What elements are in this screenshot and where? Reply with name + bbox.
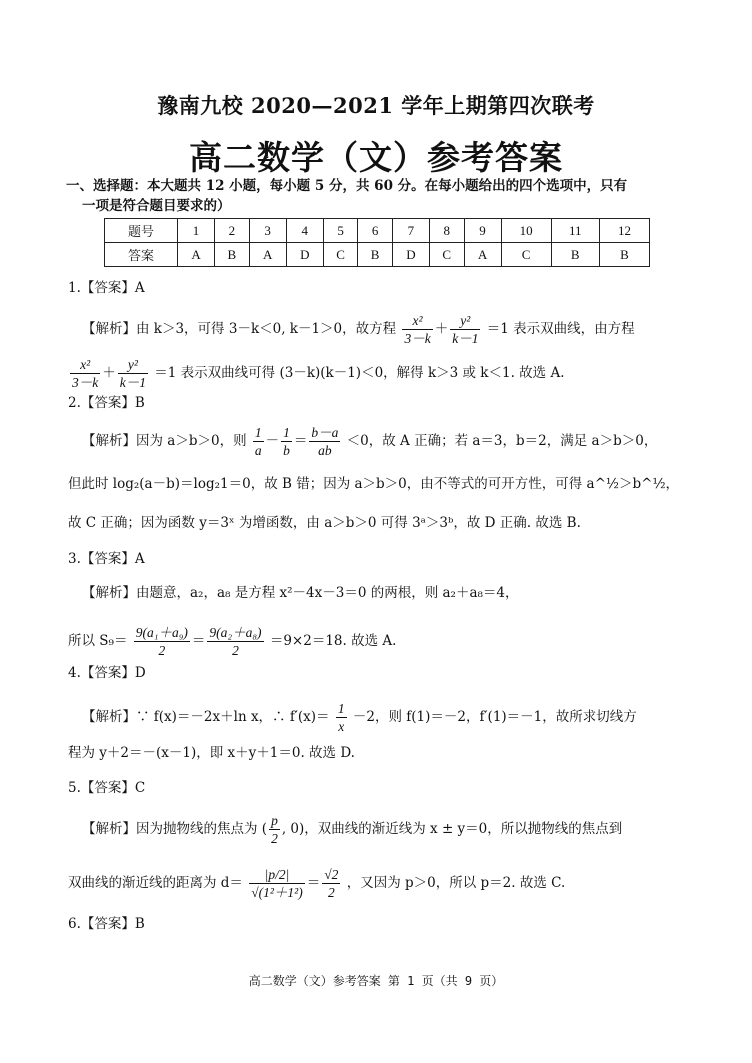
q5-fd-num: |p/2| — [249, 866, 305, 884]
q3-fraction-2 — [207, 624, 263, 659]
q5-text-d: ，又因为 p＞0，所以 p＝2. 故选 C. — [346, 875, 566, 891]
q5-text-c: 双曲线的渐近线的距离为 d＝ — [68, 875, 243, 891]
q4-f-den: x — [338, 719, 345, 734]
q1-answer: 1.【答案】A — [68, 280, 145, 296]
q3-text-b: ＝9×2＝18. 故选 A. — [269, 633, 397, 649]
page-footer: 高二数学（文）参考答案 第 1 页（共 9 页） — [248, 974, 504, 988]
number-row-label: 题号 — [105, 219, 178, 243]
q5-answer: 5.【答案】C — [68, 780, 146, 796]
q5-text-b: , 0)，双曲线的渐近线为 x ± y＝0，所以抛物线的焦点到 — [281, 821, 623, 837]
answer-cell: C — [323, 243, 358, 267]
answer-cell: A — [464, 243, 501, 267]
section-heading-line-1: 一、选择题：本大题共 12 小题，每小题 5 分，共 60 分。在每小题给出的四个选项中，只有 — [66, 178, 628, 194]
q2-fc-den: ab — [318, 443, 332, 458]
q3-solution-line-2: 所以 S₉＝ $\frac{\text{9(a₁＋a₉)}}{2}$ ＝ $\frac{\text{9(a₂＋a₈)}}{2}$ ＝9×2＝18. 故选 A. — [68, 625, 397, 658]
q2-solution-line-2: 但此时 log₂(a－b)＝log₂1＝0，故 B 错；因为 a＞b＞0，由不等式的可开方性，可得 a^½＞b^½， — [68, 476, 680, 492]
q3-fraction-1 — [134, 624, 190, 659]
q2-fc-num: b－a — [311, 425, 339, 440]
question-number-cell: 6 — [358, 219, 393, 243]
answer-cell: B — [599, 243, 649, 267]
q2-fb-den: b — [283, 443, 290, 458]
q6-answer: 6.【答案】B — [68, 916, 145, 932]
question-number-cell: 4 — [286, 219, 323, 243]
q5-text-a: 【解析】因为抛物线的焦点为 ( — [82, 821, 268, 837]
q1-fy2-num: y² — [118, 356, 148, 374]
q5-fs-num: √2 — [324, 867, 339, 882]
q4-text-b: －2，则 f(1)＝－2，f′(1)＝－1，故所求切线方 — [352, 709, 637, 725]
q2-answer: 2.【答案】B — [68, 395, 145, 411]
q1-fx-den: 3－k — [404, 331, 431, 346]
q3-answer: 3.【答案】A — [68, 551, 145, 567]
q1-fy2-den: k－1 — [119, 375, 146, 390]
q5-fd-den: √(1²＋1²) — [251, 885, 303, 900]
q5-solution-line-2: 双曲线的渐近线的距离为 d＝ $\frac{|p/2|}{\text{√(1²＋1²)}}$ ＝ $\frac{√2}{2}$ ，又因为 p＞0，所以 p＝2. 故选 C. — [68, 867, 566, 900]
q1-fy-den: k－1 — [452, 331, 479, 346]
question-number-cell: 1 — [178, 219, 215, 243]
answer-cell: C — [429, 243, 464, 267]
answer-cell: C — [501, 243, 551, 267]
exam-title: 豫南九校 2020—2021 学年上期第四次联考 — [157, 93, 595, 118]
q3-text-a: 所以 S₉＝ — [68, 633, 128, 649]
q2-text-a: 【解析】因为 a＞b＞0，则 — [82, 433, 247, 449]
answer-table-answer-row — [105, 243, 650, 267]
q5-fs-den: 2 — [327, 885, 335, 900]
section-heading-line-2: 一项是符合题目要求的） — [82, 198, 231, 214]
answer-cell: D — [286, 243, 323, 267]
q5-fp-den: 2 — [271, 831, 278, 846]
question-number-cell: 3 — [249, 219, 286, 243]
question-number-cell: 8 — [429, 219, 464, 243]
q1-fx2-den: 3－k — [72, 375, 99, 390]
q2-solution-line-1: 【解析】因为 a＞b＞0，则 $\frac{1}{a}$ － $\frac{1}{b}$ ＝ $\frac{b-a}{ab}$ ＜0，故 A 正确；若 a＝3，b＝2，满足 a＞b＞0， — [82, 425, 658, 458]
q1-text-c: ＝1 表示双曲线可得 (3－k)(k－1)＜0，解得 k＞3 或 k＜1. 故选 A. — [154, 365, 565, 381]
q2-solution-line-3: 故 C 正确；因为函数 y＝3ˣ 为增函数，由 a＞b＞0 可得 3ᵃ＞3ᵇ，故 D 正确. 故选 B. — [68, 515, 581, 531]
question-number-cell: 7 — [392, 219, 429, 243]
q1-solution-line-2: $\frac{\text{x²}}{3-k}$ ＋ $\frac{\text{y²}}{k-1}$ ＝1 表示双曲线可得 (3－k)(k－1)＜0，解得 k＞3 或 k＜1. 故选 A. — [72, 357, 565, 390]
q3-f1-den: 2 — [158, 643, 166, 658]
q4-fraction — [336, 700, 347, 735]
q2-fraction-1b — [281, 424, 292, 459]
q5-fp-num: p — [271, 813, 278, 828]
q1-text-a: 【解析】由 k＞3，可得 3－k＜0, k－1＞0，故方程 — [82, 321, 397, 337]
q4-solution-line-1 — [82, 700, 637, 735]
q1-text-b: ＝1 表示双曲线，由方程 — [486, 321, 635, 337]
answer-cell: B — [215, 243, 250, 267]
q1-fx-num: x² — [402, 312, 432, 330]
q3-solution-line-1: 【解析】由题意，a₂，a₈ 是方程 x²－4x－3＝0 的两根，则 a₂＋a₈＝4， — [82, 585, 519, 601]
q4-answer: 4.【答案】D — [68, 665, 146, 681]
q1-solution-line-1: 【解析】由 k＞3，可得 3－k＜0, k－1＞0，故方程 $\frac{\text{x²}}{3-k}$ ＋ $\frac{\text{y²}}{k-1}$ ＝1 表示双曲线，由方程 — [82, 313, 635, 346]
answer-cell: A — [249, 243, 286, 267]
answer-cell: D — [392, 243, 429, 267]
q2-text-b: ＜0，故 A 正确；若 a＝3，b＝2，满足 a＞b＞0， — [346, 433, 658, 449]
answer-cell: B — [551, 243, 599, 267]
q3-f2-num: 9(a₂＋a₈) — [209, 625, 262, 640]
q5-fraction-result — [322, 866, 340, 901]
answer-cell: B — [358, 243, 393, 267]
q3-f2-den: 2 — [232, 643, 239, 658]
question-number-cell: 10 — [501, 219, 551, 243]
q2-fa-den: a — [254, 443, 262, 458]
q1-fraction-x — [402, 312, 432, 347]
q5-fraction-distance — [249, 866, 305, 901]
q4-f-num: 1 — [337, 701, 345, 716]
q5-solution-line-1 — [82, 812, 622, 847]
answer-row-label: 答案 — [105, 243, 178, 267]
q5-fraction-focus — [269, 812, 280, 847]
question-number-cell: 9 — [464, 219, 501, 243]
question-number-cell: 11 — [551, 219, 599, 243]
q1-fraction-x2 — [70, 356, 100, 391]
question-number-cell: 2 — [215, 219, 250, 243]
q1-fy-num: y² — [450, 312, 480, 330]
q3-f1-num: 9(a₁＋a₉) — [135, 625, 188, 640]
q2-fraction-diff — [309, 424, 340, 459]
answer-table-number-row — [105, 219, 650, 243]
answer-key-title: 高二数学（文）参考答案 — [189, 138, 563, 177]
question-number-cell: 12 — [599, 219, 649, 243]
q2-fa-num: 1 — [254, 425, 262, 440]
q2-fb-num: 1 — [283, 425, 290, 440]
q1-fraction-y — [450, 312, 480, 347]
q1-fx2-num: x² — [70, 356, 100, 374]
answer-cell: A — [178, 243, 215, 267]
answer-table — [104, 218, 650, 267]
q4-text-a: 【解析】∵ f(x)＝－2x＋ln x，∴ f′(x)＝ — [82, 709, 330, 725]
question-number-cell: 5 — [323, 219, 358, 243]
q1-fraction-y2 — [118, 356, 148, 391]
q2-fraction-1a — [253, 424, 264, 459]
q4-solution-line-2: 程为 y＋2＝－(x－1)，即 x＋y＋1＝0. 故选 D. — [68, 745, 355, 761]
